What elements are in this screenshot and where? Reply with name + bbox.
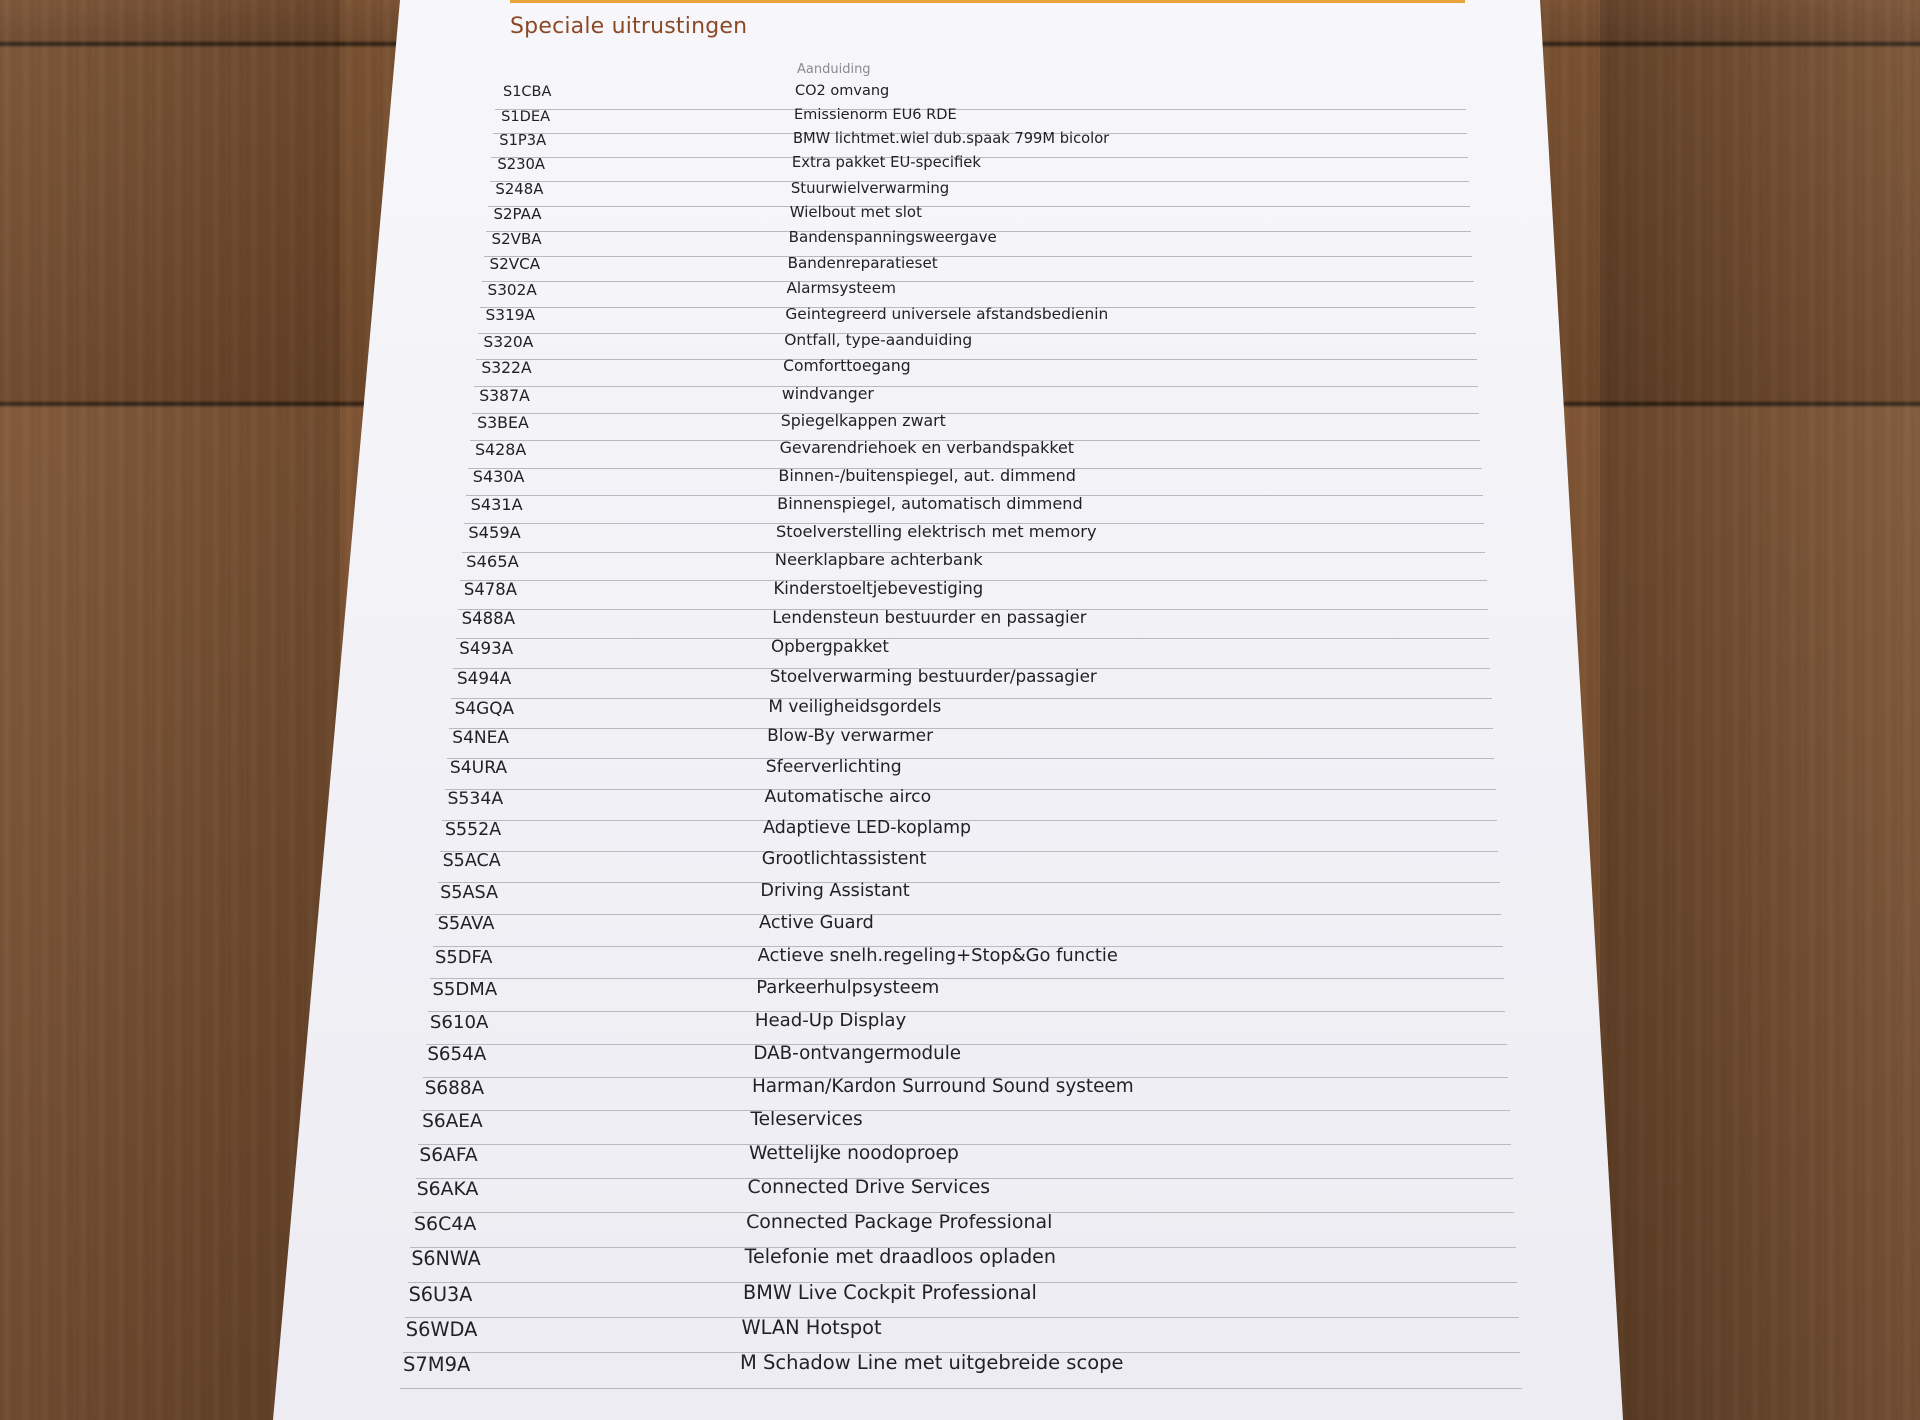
row-description: Stoelverstelling elektrisch met memory xyxy=(775,521,1097,541)
row-code: S6AFA xyxy=(419,1144,478,1166)
row-description: Spiegelkappen zwart xyxy=(780,411,946,431)
row-description: Alarmsysteem xyxy=(786,279,896,298)
row-description: Active Guard xyxy=(759,912,874,933)
row-description: Binnen-/buitenspiegel, aut. dimmend xyxy=(778,465,1076,485)
row-description: Telefonie met draadloos opladen xyxy=(744,1245,1057,1268)
row-code: S1CBA xyxy=(503,84,552,101)
accent-bar xyxy=(510,0,1465,3)
table-surface-right xyxy=(1600,0,1920,1420)
row-description: Kinderstoeltjebevestiging xyxy=(773,578,984,598)
row-code: S6NWA xyxy=(411,1247,481,1270)
row-divider xyxy=(490,180,1470,182)
row-description: Stoelverwarming bestuurder/passagier xyxy=(769,666,1097,687)
row-code: S2VCA xyxy=(489,255,541,274)
row-code: S534A xyxy=(447,789,504,810)
row-code: S320A xyxy=(483,332,534,351)
row-code: S1P3A xyxy=(499,131,547,149)
column-header: Aanduiding xyxy=(797,62,871,77)
row-divider xyxy=(426,1043,1507,1045)
row-description: Neerklapbare achterbank xyxy=(774,550,983,570)
row-divider xyxy=(445,788,1496,790)
row-divider xyxy=(447,757,1495,759)
row-description: DAB-ontvangermodule xyxy=(753,1042,962,1064)
row-divider xyxy=(451,697,1491,699)
row-divider xyxy=(405,1316,1519,1318)
row-divider xyxy=(428,1010,1505,1012)
row-code: S430A xyxy=(472,467,525,487)
row-code: S465A xyxy=(466,551,519,571)
row-divider xyxy=(482,280,1473,282)
row-divider xyxy=(438,881,1500,883)
row-description: Wettelijke noodoproep xyxy=(749,1142,959,1164)
row-code: S4NEA xyxy=(452,728,510,749)
row-description: Wielbout met slot xyxy=(789,203,922,222)
row-description: Gevarendriehoek en verbandspakket xyxy=(779,438,1075,458)
row-description: Connected Package Professional xyxy=(746,1211,1053,1234)
row-code: S4URA xyxy=(449,758,508,779)
row-divider xyxy=(488,205,1470,207)
row-code: S5DMA xyxy=(432,978,498,1000)
row-description: Bandenreparatieset xyxy=(787,253,938,272)
row-description: Grootlichtassistent xyxy=(761,849,927,870)
row-code: S654A xyxy=(427,1044,487,1066)
row-description: Parkeerhulpsysteem xyxy=(756,977,940,999)
row-description: Head-Up Display xyxy=(754,1009,907,1031)
row-description: Extra pakket EU-specifiek xyxy=(791,154,981,172)
row-code: S230A xyxy=(497,155,546,173)
row-description: Comforttoegang xyxy=(783,357,911,376)
row-code: S5ACA xyxy=(442,851,501,872)
row-divider xyxy=(478,332,1475,334)
row-divider xyxy=(495,108,1466,110)
row-divider xyxy=(472,412,1479,414)
row-description: Binnenspiegel, automatisch dimmend xyxy=(777,493,1083,513)
row-description: BMW lichtmet.wiel dub.spaak 799M bicolor xyxy=(792,130,1110,148)
row-description: Ontfall, type-aanduiding xyxy=(784,331,973,350)
row-description: Stuurwielverwarming xyxy=(790,178,950,197)
row-description: CO2 omvang xyxy=(795,82,890,99)
row-code: S387A xyxy=(479,385,530,405)
row-description: Opbergpakket xyxy=(770,636,889,656)
row-code: S6AEA xyxy=(422,1111,483,1133)
row-description: M Schadow Line met uitgebreide scope xyxy=(740,1351,1124,1375)
row-code: S248A xyxy=(495,180,544,199)
row-description: Actieve snelh.regeling+Stop&Go functie xyxy=(757,944,1118,966)
row-code: S493A xyxy=(459,638,514,658)
row-code: S6WDA xyxy=(405,1317,478,1341)
row-description: Automatische airco xyxy=(764,787,932,808)
row-code: S319A xyxy=(485,306,536,325)
row-divider xyxy=(440,850,1499,852)
row-divider xyxy=(476,358,1477,360)
row-code: S5ASA xyxy=(440,882,499,903)
page-title: Speciale uitrustingen xyxy=(510,14,748,39)
row-code: S302A xyxy=(487,280,537,299)
row-description: Geintegreerd universele afstandsbedienin xyxy=(785,304,1109,323)
row-code: S459A xyxy=(468,523,521,543)
row-code: S1DEA xyxy=(501,107,551,125)
row-code: S610A xyxy=(429,1011,489,1033)
row-code: S494A xyxy=(456,668,512,689)
table-surface-left xyxy=(0,0,340,1420)
row-description: Lendensteun bestuurder en passagier xyxy=(772,607,1087,627)
row-divider xyxy=(449,727,1493,729)
row-divider xyxy=(484,255,1472,257)
row-description: WLAN Hotspot xyxy=(741,1315,882,1339)
row-code: S431A xyxy=(470,495,523,515)
row-code: S552A xyxy=(445,819,502,840)
row-code: S478A xyxy=(463,580,517,600)
row-description: Driving Assistant xyxy=(760,880,910,901)
row-code: S2VBA xyxy=(491,229,542,248)
row-description: Emissienorm EU6 RDE xyxy=(793,106,957,124)
row-divider xyxy=(418,1143,1511,1145)
row-description: Harman/Kardon Surround Sound systeem xyxy=(751,1075,1134,1097)
row-code: S3BEA xyxy=(477,412,529,432)
row-divider xyxy=(456,637,1489,639)
row-divider xyxy=(400,1387,1522,1389)
row-divider xyxy=(421,1109,1510,1111)
row-description: Adaptieve LED-koplamp xyxy=(763,818,972,839)
row-code: S7M9A xyxy=(403,1353,471,1377)
row-description: windvanger xyxy=(781,384,874,404)
row-description: Sfeerverlichting xyxy=(765,756,902,777)
row-code: S428A xyxy=(474,439,527,459)
row-code: S2PAA xyxy=(493,204,542,223)
row-code: S6AKA xyxy=(416,1178,479,1200)
row-description: BMW Live Cockpit Professional xyxy=(743,1280,1037,1304)
row-code: S688A xyxy=(424,1077,485,1099)
row-description: Teleservices xyxy=(750,1109,863,1131)
row-code: S6C4A xyxy=(414,1213,477,1236)
row-divider xyxy=(430,977,1504,979)
row-code: S488A xyxy=(461,609,516,629)
row-code: S322A xyxy=(481,359,532,378)
row-code: S5DFA xyxy=(435,946,493,968)
row-description: Bandenspanningsweergave xyxy=(788,228,997,247)
row-description: Connected Drive Services xyxy=(747,1177,991,1199)
row-description: M veiligheidsgordels xyxy=(768,696,942,717)
row-code: S4GQA xyxy=(454,697,515,718)
row-description: Blow-By verwarmer xyxy=(767,726,934,747)
row-divider xyxy=(474,385,1478,387)
row-divider xyxy=(435,913,1501,915)
row-code: S5AVA xyxy=(437,914,495,935)
row-code: S6U3A xyxy=(408,1282,473,1306)
